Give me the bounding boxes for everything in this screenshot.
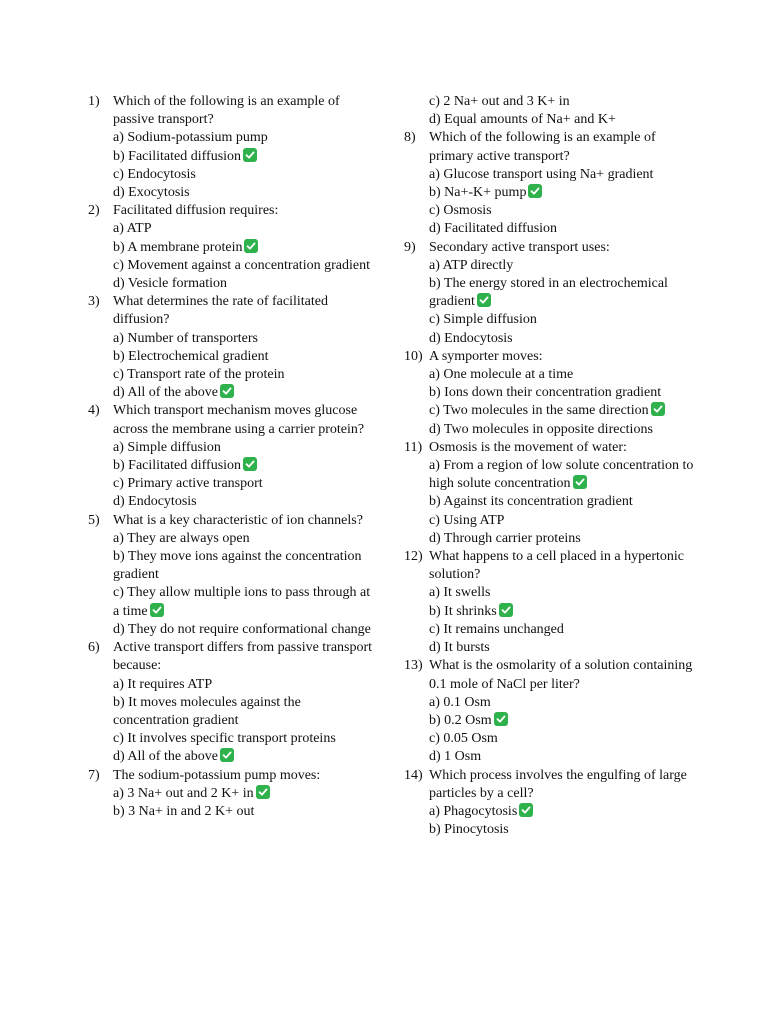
answer-option-text: b) Facilitated diffusion xyxy=(113,458,242,474)
answer-option xyxy=(113,239,378,257)
answer-option xyxy=(113,184,378,202)
answer-option-text: a) It swells xyxy=(429,585,491,601)
answer-option xyxy=(113,493,378,511)
answer-option xyxy=(113,348,378,366)
answer-option-text: d) Vesicle formation xyxy=(113,276,228,292)
question-number: 7) xyxy=(88,767,100,783)
answer-option xyxy=(113,457,378,475)
answer-option-text: d) Facilitated diffusion xyxy=(429,221,558,237)
answer-option-text: c) 0.05 Osm xyxy=(429,731,498,747)
right-column xyxy=(404,93,694,839)
answer-option-text: c) Primary active transport xyxy=(113,476,263,492)
question-text: Osmosis is the movement of water: xyxy=(429,439,627,455)
answer-option xyxy=(429,311,694,329)
answer-option-text: c) Simple diffusion xyxy=(429,312,537,328)
answer-option-text: d) Equal amounts of Na+ and K+ xyxy=(429,112,616,128)
answer-option-text: a) ATP xyxy=(113,221,152,237)
answer-option-text: c) They allow multiple ions to pass through at a time xyxy=(113,585,371,619)
answer-option xyxy=(429,366,694,384)
question-item xyxy=(88,512,378,639)
check-mark-icon xyxy=(519,803,533,817)
answer-option-text: b) 0.2 Osm xyxy=(429,712,492,728)
question-number: 10) xyxy=(404,348,423,364)
question-text: Which transport mechanism moves glucose across the membrane using a carrier protein? xyxy=(113,403,365,437)
answer-option-text: d) It bursts xyxy=(429,640,490,656)
answer-option-text: b) Electrochemical gradient xyxy=(113,348,269,364)
question-text: What is a key characteristic of ion channels? xyxy=(113,512,363,528)
question-number: 13) xyxy=(404,658,423,674)
question-item xyxy=(404,93,694,129)
answer-option xyxy=(429,621,694,639)
question-item xyxy=(88,202,378,293)
answer-option xyxy=(429,184,694,202)
answer-option-text: a) From a region of low solute concentration to high solute concentration xyxy=(429,458,694,492)
question-text: What happens to a cell placed in a hypertonic solution? xyxy=(429,549,685,583)
answer-option xyxy=(429,730,694,748)
answer-option-text: d) All of the above xyxy=(113,385,218,401)
answer-option xyxy=(429,330,694,348)
answer-option xyxy=(429,748,694,766)
answer-option xyxy=(113,148,378,166)
answer-option-text: d) All of the above xyxy=(113,749,218,765)
answer-option xyxy=(429,402,694,420)
answer-option-text: b) The energy stored in an electrochemical gradient xyxy=(429,276,668,310)
answer-option xyxy=(113,220,378,238)
question-item xyxy=(88,293,378,402)
answer-option xyxy=(113,748,378,766)
question-number: 12) xyxy=(404,549,423,565)
answer-option-text: d) Two molecules in opposite directions xyxy=(429,421,653,437)
answer-option xyxy=(113,384,378,402)
answer-option-text: c) 2 Na+ out and 3 K+ in xyxy=(429,94,570,109)
answer-option xyxy=(113,694,378,730)
answer-option-text: b) Na+-K+ pump xyxy=(429,185,527,201)
answer-option-text: c) Endocytosis xyxy=(113,166,196,182)
answer-option xyxy=(113,275,378,293)
answer-option xyxy=(113,257,378,275)
question-item xyxy=(404,439,694,548)
answer-option-text: c) Two molecules in the same direction xyxy=(429,403,649,419)
answer-option xyxy=(429,202,694,220)
answer-option-text: c) It involves specific transport proteins xyxy=(113,731,336,747)
answer-option xyxy=(113,366,378,384)
check-mark-icon xyxy=(243,148,257,162)
question-number: 4) xyxy=(88,403,100,419)
answer-option xyxy=(113,475,378,493)
answer-option xyxy=(429,821,694,839)
answer-option-text: b) Ions down their concentration gradient xyxy=(429,385,662,401)
question-text: Secondary active transport uses: xyxy=(429,239,610,255)
answer-option xyxy=(429,275,694,311)
answer-option xyxy=(113,584,378,620)
left-column xyxy=(88,93,378,821)
question-text: A symporter moves: xyxy=(429,348,543,364)
answer-option-text: a) ATP directly xyxy=(429,257,514,273)
question-number: 3) xyxy=(88,294,100,310)
check-mark-icon xyxy=(150,603,164,617)
answer-option xyxy=(429,93,694,111)
question-number: 2) xyxy=(88,203,100,219)
answer-option xyxy=(113,676,378,694)
answer-option-text: d) Endocytosis xyxy=(429,330,513,346)
answer-option xyxy=(429,166,694,184)
answer-option-text: a) They are always open xyxy=(113,530,250,546)
answer-option xyxy=(429,257,694,275)
question-item xyxy=(404,129,694,238)
check-mark-icon xyxy=(220,748,234,762)
answer-option xyxy=(429,712,694,730)
question-text: Which of the following is an example of passive transport? xyxy=(113,94,340,128)
answer-option-text: a) 0.1 Osm xyxy=(429,694,491,710)
answer-option-text: b) Against its concentration gradient xyxy=(429,494,633,510)
answer-option-text: d) They do not require conformational change xyxy=(113,621,371,637)
question-text: What determines the rate of facilitated diffusion? xyxy=(113,294,328,328)
answer-option xyxy=(113,166,378,184)
check-mark-icon xyxy=(573,475,587,489)
answer-option-text: b) It shrinks xyxy=(429,603,497,619)
question-number: 1) xyxy=(88,94,100,109)
question-text: The sodium-potassium pump moves: xyxy=(113,767,321,783)
answer-option xyxy=(429,803,694,821)
question-item xyxy=(404,548,694,657)
answer-option-text: a) Simple diffusion xyxy=(113,439,221,455)
check-mark-icon xyxy=(243,457,257,471)
answer-option xyxy=(113,730,378,748)
answer-option-text: a) Sodium-potassium pump xyxy=(113,130,268,146)
check-mark-icon xyxy=(220,384,234,398)
answer-option-text: a) One molecule at a time xyxy=(429,367,574,383)
answer-option-text: c) Transport rate of the protein xyxy=(113,367,285,383)
question-item xyxy=(88,639,378,766)
question-number: 9) xyxy=(404,239,416,255)
answer-option xyxy=(429,530,694,548)
answer-option-text: b) It moves molecules against the concentration gradient xyxy=(113,694,301,728)
answer-option-text: d) Endocytosis xyxy=(113,494,197,510)
answer-option-text: b) Facilitated diffusion xyxy=(113,148,242,164)
answer-option-text: d) 1 Osm xyxy=(429,749,482,765)
answer-option xyxy=(113,621,378,639)
answer-option xyxy=(113,330,378,348)
question-number: 14) xyxy=(404,767,423,783)
question-text: Which of the following is an example of primary active transport? xyxy=(429,130,656,164)
answer-option-text: a) Number of transporters xyxy=(113,330,259,346)
answer-option xyxy=(429,220,694,238)
answer-option xyxy=(113,129,378,147)
answer-option-text: b) Pinocytosis xyxy=(429,822,509,838)
check-mark-icon xyxy=(651,402,665,416)
question-text: Active transport differs from passive transport because: xyxy=(113,640,373,674)
answer-option-text: a) It requires ATP xyxy=(113,676,213,692)
answer-option xyxy=(113,530,378,548)
answer-option-text: a) 3 Na+ out and 2 K+ in xyxy=(113,785,254,801)
answer-option-text: a) Glucose transport using Na+ gradient xyxy=(429,166,654,182)
answer-option xyxy=(429,603,694,621)
answer-option-text: c) Osmosis xyxy=(429,203,492,219)
answer-option xyxy=(429,694,694,712)
answer-option xyxy=(429,421,694,439)
question-number: 11) xyxy=(404,439,423,455)
answer-option-text: c) It remains unchanged xyxy=(429,621,564,637)
question-number: 8) xyxy=(404,130,416,146)
answer-option-text: b) A membrane protein xyxy=(113,239,243,255)
check-mark-icon xyxy=(528,184,542,198)
question-item xyxy=(404,767,694,840)
answer-option-text: b) They move ions against the concentration gradient xyxy=(113,549,362,583)
question-item xyxy=(88,767,378,822)
question-text: Which process involves the engulfing of large particles by a cell? xyxy=(429,767,687,801)
check-mark-icon xyxy=(499,603,513,617)
answer-option xyxy=(429,111,694,129)
answer-option xyxy=(429,384,694,402)
question-item xyxy=(404,657,694,766)
answer-option-text: c) Using ATP xyxy=(429,512,505,528)
check-mark-icon xyxy=(494,712,508,726)
question-text: Facilitated diffusion requires: xyxy=(113,203,279,219)
check-mark-icon xyxy=(477,293,491,307)
question-item xyxy=(88,93,378,202)
answer-option xyxy=(429,457,694,493)
answer-option xyxy=(429,639,694,657)
answer-option-text: b) 3 Na+ in and 2 K+ out xyxy=(113,803,255,819)
question-number: 5) xyxy=(88,512,100,528)
answer-option xyxy=(113,439,378,457)
question-number: 6) xyxy=(88,640,100,656)
answer-option-text: a) Phagocytosis xyxy=(429,803,518,819)
check-mark-icon xyxy=(244,239,258,253)
answer-option xyxy=(429,493,694,511)
question-text: What is the osmolarity of a solution containing 0.1 mole of NaCl per liter? xyxy=(429,658,693,692)
answer-option xyxy=(113,548,378,584)
answer-option-text: d) Through carrier proteins xyxy=(429,530,581,546)
question-item xyxy=(404,239,694,348)
question-item xyxy=(404,348,694,439)
answer-option xyxy=(429,584,694,602)
question-item xyxy=(88,402,378,511)
answer-option-text: d) Exocytosis xyxy=(113,185,190,201)
answer-option xyxy=(429,512,694,530)
answer-option xyxy=(113,803,378,821)
check-mark-icon xyxy=(256,785,270,799)
answer-option xyxy=(113,785,378,803)
answer-option-text: c) Movement against a concentration gradient xyxy=(113,257,370,273)
